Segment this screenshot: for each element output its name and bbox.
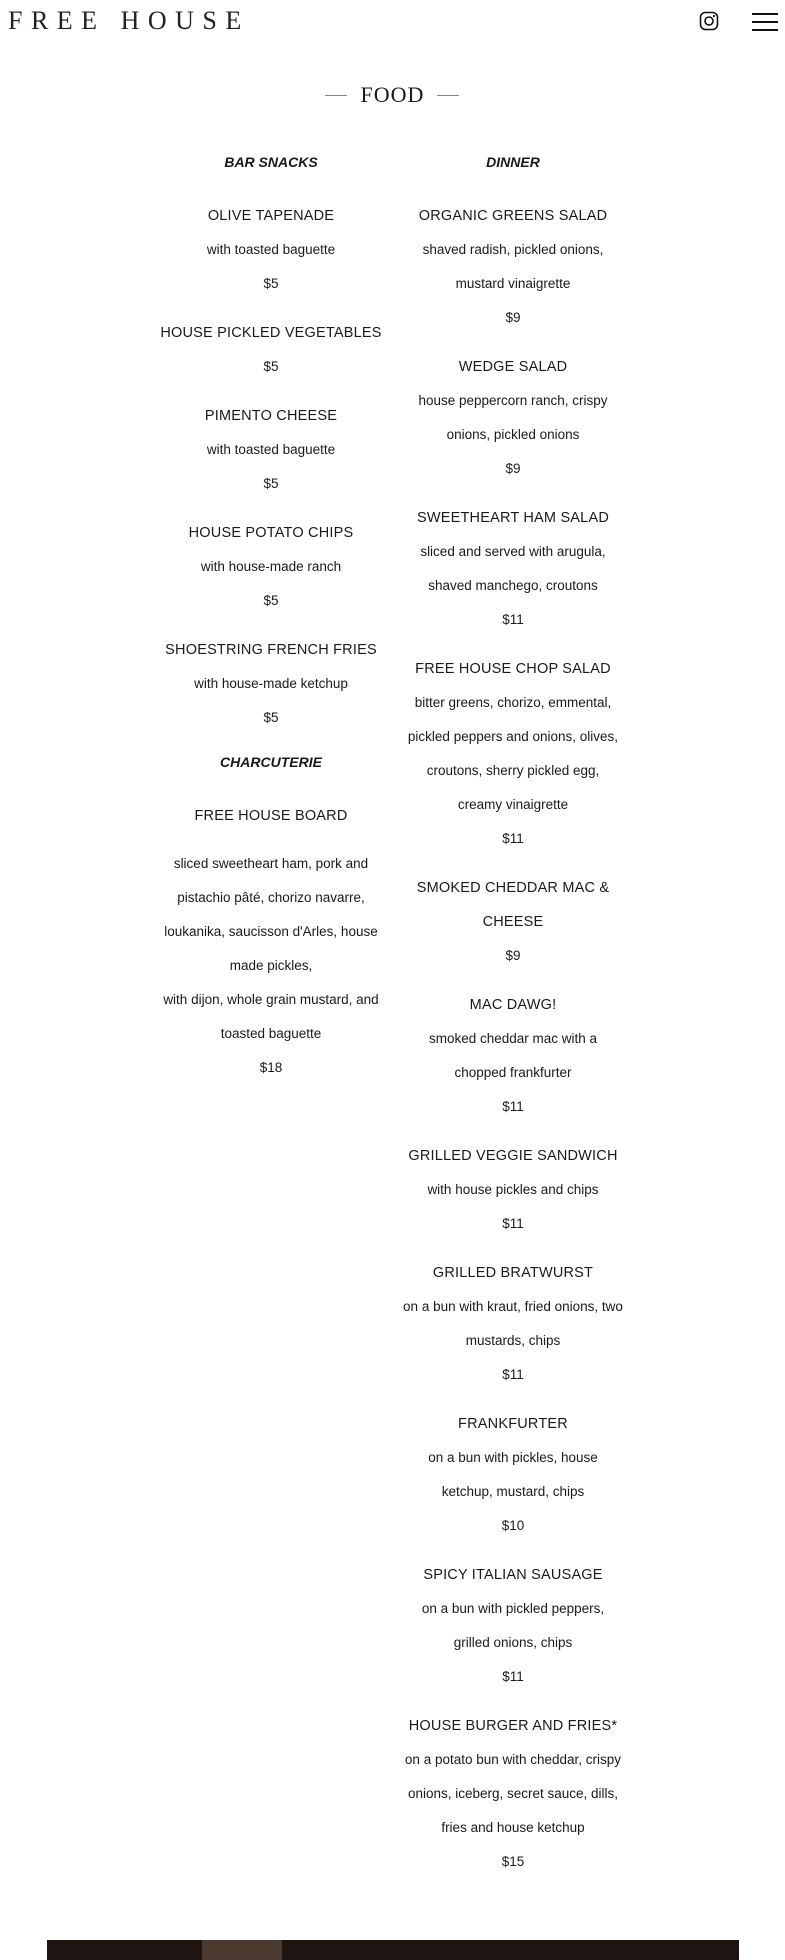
menu-item bbox=[403, 501, 623, 637]
menu-item bbox=[403, 871, 623, 973]
item-price: $10 bbox=[501, 1518, 525, 1533]
item-name: MAC DAWG! bbox=[469, 997, 557, 1013]
menu-item bbox=[403, 1256, 623, 1392]
item-description: with toasted baguette bbox=[206, 242, 336, 257]
right-dash-divider bbox=[437, 95, 459, 96]
item-price: $11 bbox=[502, 1669, 524, 1684]
item-price: $5 bbox=[263, 593, 279, 608]
item-price: $18 bbox=[259, 1060, 283, 1075]
photo-highlight bbox=[202, 1940, 282, 1960]
item-name: FRANKFURTER bbox=[458, 1416, 568, 1432]
item-name: HOUSE PICKLED VEGETABLES bbox=[160, 325, 382, 341]
item-price: $9 bbox=[505, 948, 521, 963]
item-description: shaved radish, pickled onions, mustard vinaigrette bbox=[422, 242, 604, 291]
menu-item bbox=[160, 799, 382, 1085]
item-price: $9 bbox=[505, 310, 521, 325]
item-description: sliced and served with arugula, shaved manchego, croutons bbox=[420, 544, 606, 593]
item-description: sliced sweetheart ham, pork and pistachio pâté, chorizo navarre, loukanika, saucisson d'Arles, house made pickles, bbox=[164, 856, 378, 973]
item-name: FREE HOUSE BOARD bbox=[194, 808, 348, 824]
item-name: FREE HOUSE CHOP SALAD bbox=[415, 661, 611, 677]
menu-item bbox=[403, 1709, 623, 1879]
item-description: smoked cheddar mac with a chopped frankfurter bbox=[428, 1031, 598, 1080]
dinner-column bbox=[403, 150, 623, 1894]
item-description: on a potato bun with cheddar, crispy onions, iceberg, secret sauce, dills, fries and house ketchup bbox=[404, 1752, 622, 1835]
menu-item bbox=[160, 399, 382, 501]
item-name: ORGANIC GREENS SALAD bbox=[418, 208, 608, 224]
item-price: $9 bbox=[505, 461, 521, 476]
item-name: WEDGE SALAD bbox=[458, 359, 568, 375]
item-price: $11 bbox=[502, 1099, 524, 1114]
item-price: $11 bbox=[502, 1216, 524, 1231]
instagram-icon[interactable] bbox=[699, 11, 719, 31]
item-name: SWEETHEART HAM SALAD bbox=[416, 510, 609, 526]
menu-item bbox=[403, 1558, 623, 1694]
item-price: $5 bbox=[263, 359, 279, 374]
item-name: GRILLED BRATWURST bbox=[432, 1265, 594, 1281]
bar-snacks-heading: BAR SNACKS bbox=[224, 154, 318, 170]
food-photo bbox=[47, 1940, 739, 1960]
menu-item bbox=[403, 1139, 623, 1241]
section-title: FOOD bbox=[360, 82, 425, 107]
menu-item bbox=[403, 652, 623, 856]
item-description: on a bun with kraut, fried onions, two mustards, chips bbox=[403, 1299, 623, 1348]
menu-item bbox=[403, 350, 623, 486]
item-description: with toasted baguette bbox=[206, 442, 336, 457]
item-description-extra: with dijon, whole grain mustard, and toasted baguette bbox=[163, 992, 379, 1041]
item-description: house peppercorn ranch, crispy onions, pickled onions bbox=[418, 393, 608, 442]
item-price: $5 bbox=[263, 276, 279, 291]
charcuterie-heading: CHARCUTERIE bbox=[220, 754, 322, 770]
site-header bbox=[0, 0, 785, 44]
brand-logo[interactable]: FREE HOUSE bbox=[8, 6, 250, 35]
item-description: with house-made ranch bbox=[200, 559, 342, 574]
menu-item bbox=[403, 199, 623, 335]
item-price: $11 bbox=[502, 1367, 524, 1382]
item-name: SMOKED CHEDDAR MAC & CHEESE bbox=[416, 880, 610, 930]
section-header bbox=[0, 80, 785, 110]
bar-snacks-column bbox=[160, 150, 382, 1100]
item-description: with house-made ketchup bbox=[194, 676, 348, 691]
item-name: GRILLED VEGGIE SANDWICH bbox=[408, 1148, 618, 1164]
dinner-heading: DINNER bbox=[486, 154, 540, 170]
item-description: on a bun with pickles, house ketchup, mustard, chips bbox=[428, 1450, 598, 1499]
menu-item bbox=[403, 1407, 623, 1543]
menu-item bbox=[403, 988, 623, 1124]
menu-item bbox=[160, 316, 382, 384]
item-description: bitter greens, chorizo, emmental, pickled peppers and onions, olives, croutons, sherry pickled egg, creamy vinaigrette bbox=[407, 695, 619, 812]
menu-item bbox=[160, 633, 382, 735]
hamburger-menu-icon[interactable] bbox=[752, 12, 778, 32]
item-price: $15 bbox=[501, 1854, 525, 1869]
menu-item bbox=[160, 199, 382, 301]
item-name: SPICY ITALIAN SAUSAGE bbox=[423, 1567, 603, 1583]
item-name: PIMENTO CHEESE bbox=[204, 408, 338, 424]
item-name: HOUSE BURGER AND FRIES* bbox=[408, 1718, 618, 1734]
item-price: $5 bbox=[263, 476, 279, 491]
item-name: SHOESTRING FRENCH FRIES bbox=[165, 642, 377, 658]
item-description: on a bun with pickled peppers, grilled onions, chips bbox=[421, 1601, 605, 1650]
item-description: with house pickles and chips bbox=[427, 1182, 599, 1197]
menu-item bbox=[160, 516, 382, 618]
item-name: OLIVE TAPENADE bbox=[207, 208, 335, 224]
item-price: $11 bbox=[502, 612, 524, 627]
item-name: HOUSE POTATO CHIPS bbox=[188, 525, 354, 541]
item-price: $5 bbox=[263, 710, 279, 725]
item-price: $11 bbox=[502, 831, 524, 846]
